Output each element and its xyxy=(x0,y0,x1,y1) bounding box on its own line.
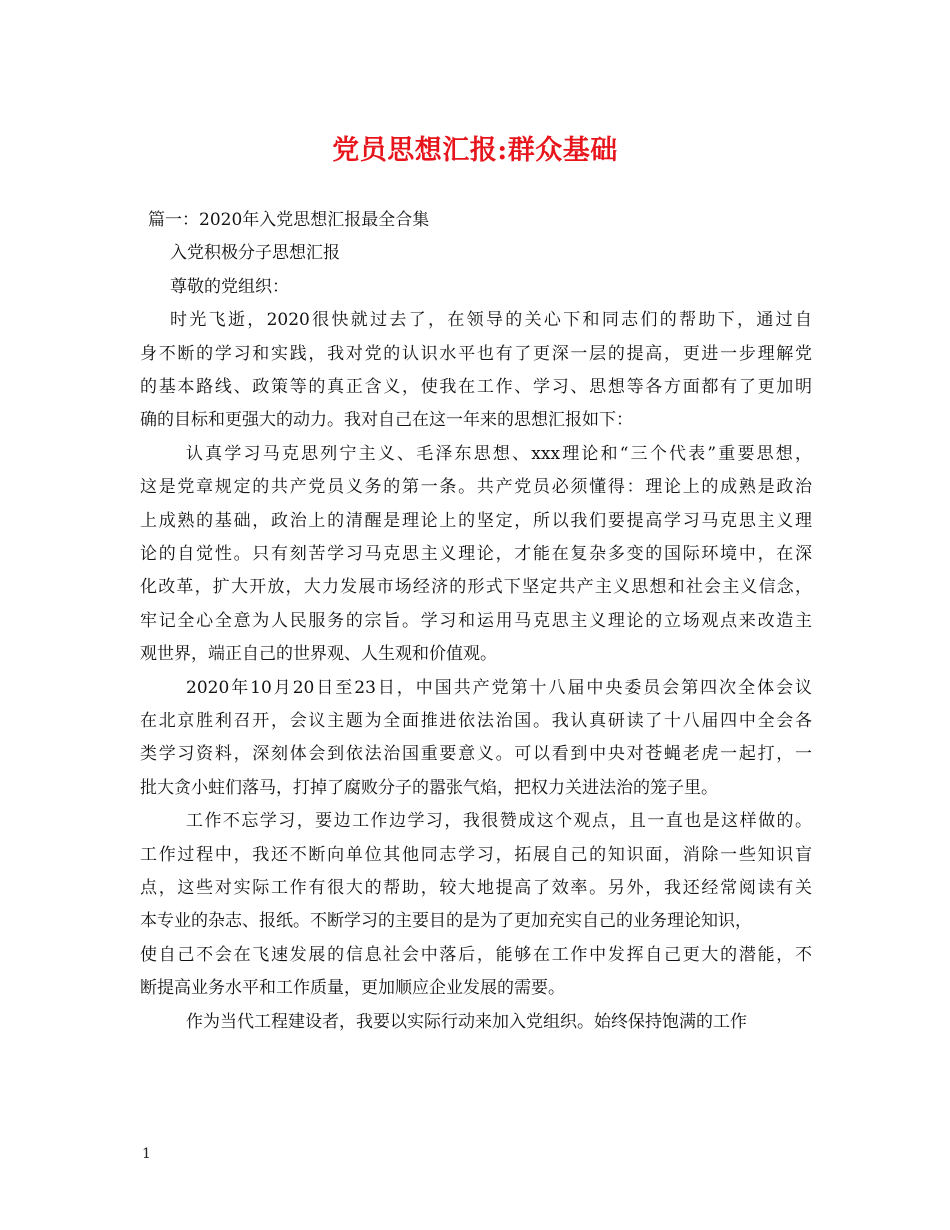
paragraph-line: 工作过程中，我还不断向单位其他同志学习，拓展自己的知识面，消除一些知识盲 xyxy=(140,844,812,865)
paragraph-line: 作为当代工程建设者，我要以实际行动来加入党组织。始终保持饱满的工作 xyxy=(186,1011,747,1032)
paragraph-line: 确的目标和更强大的动力。我对自己在这一年来的思想汇报如下： xyxy=(140,410,633,431)
paragraph-line: 工作不忘学习，要边工作边学习，我很赞成这个观点，且一直也是这样做的。 xyxy=(186,811,812,832)
salutation: 尊敬的党组织： xyxy=(170,276,289,297)
paragraph-line: 上成熟的基础，政治上的清醒是理论上的坚定，所以我们要提高学习马克思主义理 xyxy=(140,510,812,531)
paragraph-line: 本专业的杂志、报纸。不断学习的主要目的是为了更加充实自己的业务理论知识， xyxy=(140,911,752,932)
report-heading: 入党积极分子思想汇报 xyxy=(170,243,340,264)
paragraph-line: 这是党章规定的共产党员义务的第一条。共产党员必须懂得：理论上的成熟是政治 xyxy=(140,477,812,498)
page-number: 1 xyxy=(142,1146,151,1162)
paragraph-line: 在北京胜利召开，会议主题为全面推进依法治国。我认真研读了十八届四中全会各 xyxy=(140,710,812,731)
document-body xyxy=(140,204,812,1039)
paragraph-line: 观世界，端正自己的世界观、人生观和价值观。 xyxy=(140,644,497,665)
paragraph-line: 牢记全心全意为人民服务的宗旨。学习和运用马克思主义理论的立场观点来改造主 xyxy=(140,610,812,631)
paragraph-line: 时光飞逝，2020很快就过去了，在领导的关心下和同志们的帮助下，通过自 xyxy=(170,310,812,331)
paragraph-line: 论的自觉性。只有刻苦学习马克思主义理论，才能在复杂多变的国际环境中，在深 xyxy=(140,543,812,564)
paragraph-line: 点，这些对实际工作有很大的帮助，较大地提高了效率。另外，我还经常阅读有关 xyxy=(140,877,812,898)
paragraph-line: 化改革，扩大开放，大力发展市场经济的形式下坚定共产主义思想和社会主义信念， xyxy=(140,577,812,598)
paragraph-line: 身不断的学习和实践，我对党的认识水平也有了更深一层的提高，更进一步理解党 xyxy=(140,343,812,364)
paragraph-line: 断提高业务水平和工作质量，更加顺应企业发展的需要。 xyxy=(140,978,565,999)
paragraph-line: 类学习资料，深刻体会到依法治国重要意义。可以看到中央对苍蝇老虎一起打，一 xyxy=(140,744,812,765)
section-heading: 篇一：2020年入党思想汇报最全合集 xyxy=(148,210,430,230)
paragraph-line: 2020年10月20日至23日，中国共产党第十八届中央委员会第四次全体会议 xyxy=(186,677,812,698)
paragraph-line: 的基本路线、政策等的真正含义，使我在工作、学习、思想等各方面都有了更加明 xyxy=(140,377,812,397)
paragraph-line: 认真学习马克思列宁主义、毛泽东思想、xxx理论和“三个代表”重要思想， xyxy=(186,443,812,464)
paragraph-line: 批大贪小蛀们落马，打掉了腐败分子的嚣张气焰，把权力关进法治的笼子里。 xyxy=(140,777,718,798)
document-title: 党员思想汇报:群众基础 xyxy=(332,135,618,166)
paragraph-line: 使自己不会在飞速发展的信息社会中落后，能够在工作中发挥自己更大的潜能，不 xyxy=(140,944,812,965)
